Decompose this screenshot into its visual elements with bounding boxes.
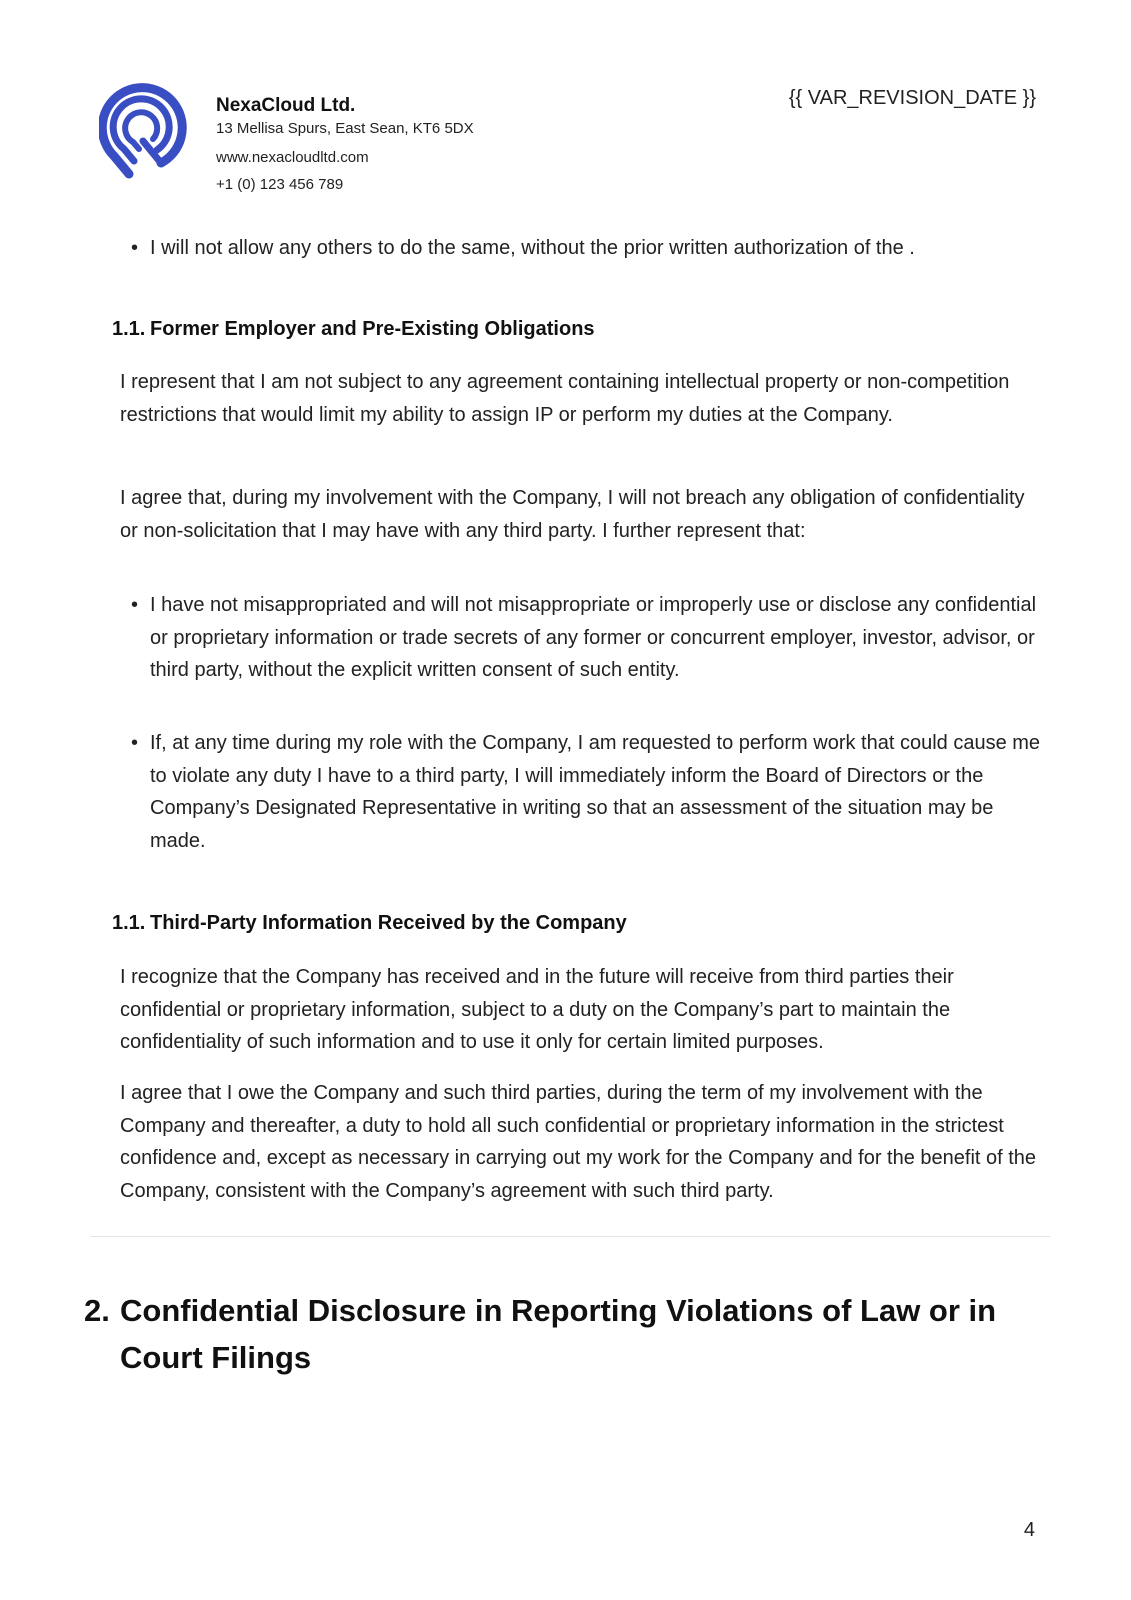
company-block <box>216 94 474 195</box>
paragraph: I represent that I am not subject to any agreement containing intellectual property or non-competition restrictions that would limit my ability to assign IP or perform my duties at the Company. <box>120 371 1010 426</box>
section-number: 1.1. <box>112 912 146 934</box>
company-name: NexaCloud Ltd. <box>216 95 356 116</box>
paragraph: I agree that I owe the Company and such third parties, during the term of my involvement with the Company and thereafter, a duty to hold all such confidential or proprietary information in the strictest confidence and, except as necessary in carrying out my work for the Company and for the benefit of the Company, consistent with the Company’s agreement with such third party. <box>120 1082 1037 1202</box>
list-item: • If, at any time during my role with the Company, I am requested to perform work that could cause me to violate any duty I have to a third party, I will immediately inform the Board of Directors or the Company’s Designated Representative in writing so that an assessment of the situation may be made. <box>150 727 1050 857</box>
section-number: 1.1. <box>112 318 146 340</box>
paragraph: I agree that, during my involvement with the Company, I will not breach any obligation of confidentiality or non-solicitation that I may have with any third party. I further represent that: <box>120 487 1025 542</box>
list-item: • I have not misappropriated and will not misappropriate or improperly use or disclose any confidential or proprietary information or trade secrets of any former or concurrent employer, investor, advisor, or third party, without the explicit written consent of such entity. <box>150 589 1050 687</box>
section-heading <box>112 316 595 342</box>
section-title: Former Employer and Pre-Existing Obligations <box>150 318 595 340</box>
intro-bullet: • I will not allow any others to do the same, without the prior written authorization of the . <box>150 232 1050 265</box>
page-number: 4 <box>1023 1519 1035 1541</box>
company-website[interactable]: www.nexacloudltd.com <box>216 149 369 166</box>
revision-date: {{ VAR_REVISION_DATE }} <box>788 87 1036 109</box>
company-phone: +1 (0) 123 456 789 <box>216 176 344 193</box>
section-title: Third-Party Information Received by the Company <box>150 912 627 934</box>
main-heading-title: Confidential Disclosure in Reporting Violations of Law or in Court Filings <box>120 1293 997 1375</box>
company-logo <box>99 79 191 179</box>
main-heading-number: 2. <box>84 1293 110 1328</box>
divider <box>90 1236 1050 1237</box>
paragraph: I recognize that the Company has received and in the future will receive from third parties their confidential or proprietary information, subject to a duty on the Company’s part to maintain the confidentiality of such information and to use it only for certain limited purposes. <box>120 966 954 1053</box>
company-address: 13 Mellisa Spurs, East Sean, KT6 5DX <box>216 120 474 137</box>
section-heading <box>112 910 627 936</box>
main-heading <box>84 1287 1044 1381</box>
